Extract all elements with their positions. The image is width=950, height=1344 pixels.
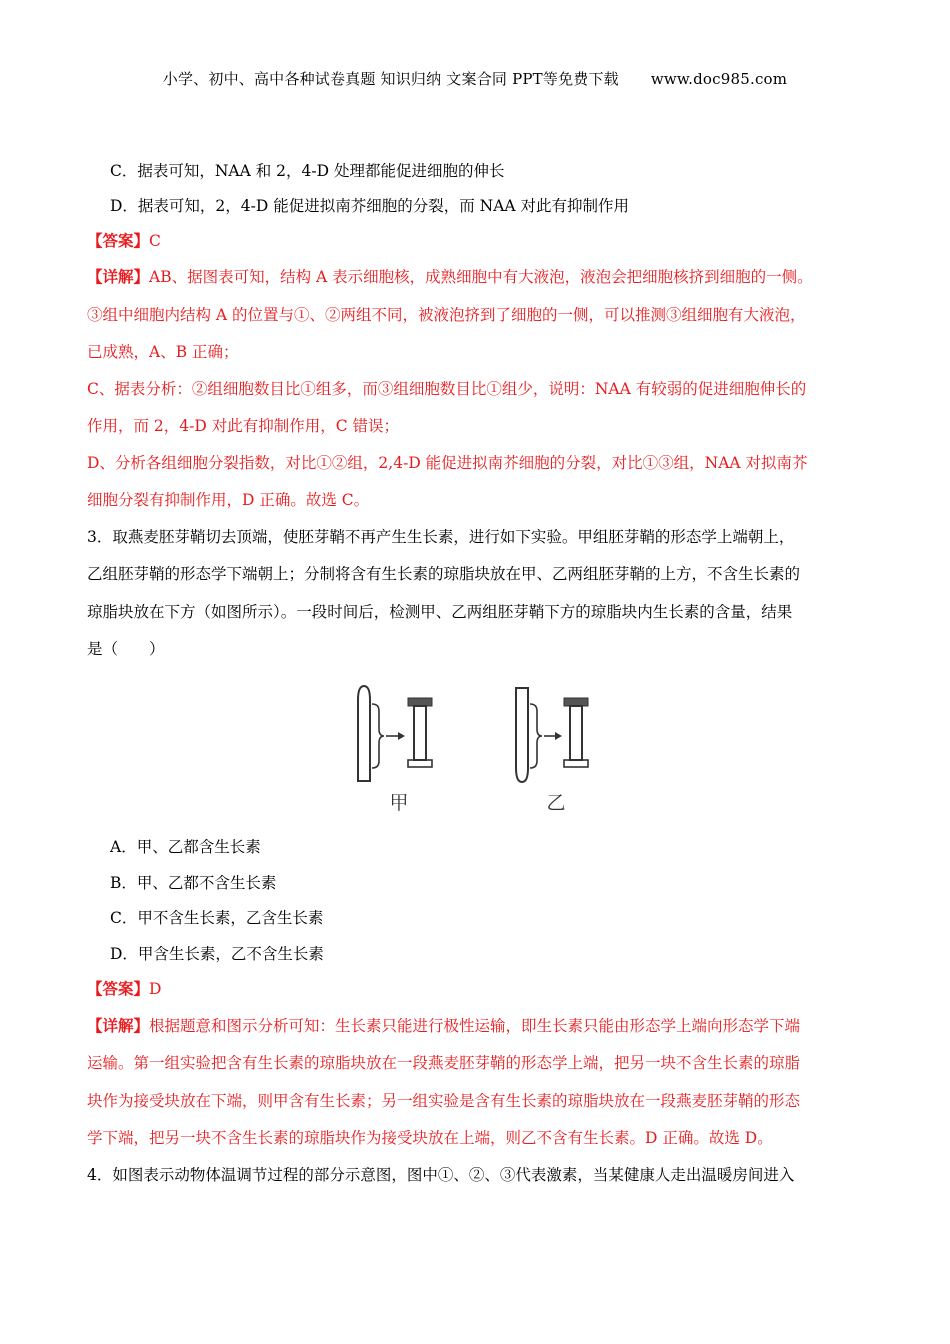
q2-detail-line-7: 细胞分裂有抑制作用，D 正确。故选 C。 — [87, 491, 370, 509]
coleoptile-a — [358, 686, 370, 781]
q3-detail-line-2: 运输。第一组实验把含有生长素的琼脂块放在一段燕麦胚芽鞘的形态学上端，把另一块不含生长素的琼脂 — [87, 1054, 801, 1072]
q2-option-c: C．据表可知，NAA 和 2，4-D 处理都能促进细胞的伸长 — [110, 162, 505, 180]
q3-stem-line-3: 琼脂块放在下方（如图所示）。一段时间后，检测甲、乙两组胚芽鞘下方的琼脂块内生长素的含量，结果 — [87, 603, 793, 621]
q2-detail-line-4: C、据表分析：②组细胞数目比①组多，而③组细胞数目比①组少，说明：NAA 有较弱的促进细胞伸长的 — [87, 380, 807, 398]
q2-detail-line-3: 已成熟，A、B 正确； — [87, 343, 239, 361]
agar-block-donor-b — [564, 698, 588, 706]
q3-option-a: A．甲、乙都含生长素 — [110, 838, 261, 856]
answer-value: C — [149, 232, 161, 250]
arrow-head-b — [555, 732, 562, 740]
coleoptile-figure — [340, 678, 610, 818]
detail-text: 根据题意和图示分析可知：生长素只能进行极性运输，即生长素只能由形态学上端向形态学下端 — [149, 1017, 801, 1035]
agar-block-donor-a — [408, 698, 432, 706]
agar-block-receiver-a — [408, 760, 432, 767]
answer-tag: 【答案】 — [87, 979, 150, 998]
answer-tag: 【答案】 — [87, 231, 150, 250]
q2-answer — [87, 229, 867, 251]
q3-detail-line-3: 块作为接受块放在下端，则甲含有生长素；另一组实验是含有生长素的琼脂块放在一段燕麦胚芽鞘的形态 — [87, 1092, 801, 1110]
q3-option-c: C．甲不含生长素，乙含生长素 — [110, 909, 324, 927]
segment-b — [570, 706, 582, 760]
q2-detail-line-2: ③组中细胞内结构 A 的位置与①、②两组不同，被液泡挤到了细胞的一侧，可以推测③组细胞有大液泡， — [87, 306, 806, 324]
detail-tag: 【详解】 — [87, 1016, 150, 1035]
agar-block-receiver-b — [564, 760, 588, 767]
q3-detail-line-4: 学下端，把另一块不含生长素的琼脂块作为接受块放在上端，则乙不含有生长素。D 正确。故选 D。 — [87, 1129, 773, 1147]
q3-detail-line-1 — [87, 1014, 867, 1036]
q3-answer — [87, 977, 867, 999]
label-b: 乙 — [546, 792, 566, 814]
coleoptile-b — [516, 688, 528, 782]
answer-value: D — [149, 980, 162, 998]
detail-tag: 【详解】 — [87, 267, 150, 286]
q3-stem-line-4: 是（ ） — [87, 640, 165, 658]
q3-option-d: D．甲含生长素，乙不含生长素 — [110, 945, 324, 963]
q4-stem: 4．如图表示动物体温调节过程的部分示意图，图中①、②、③代表激素，当某健康人走出温暖房间进入 — [87, 1166, 795, 1184]
segment-a — [414, 706, 426, 760]
q3-stem-line-2: 乙组胚芽鞘的形态学下端朝上；分制将含有生长素的琼脂块放在甲、乙两组胚芽鞘的上方，不含生长素的 — [87, 565, 801, 583]
brace-a — [372, 704, 384, 768]
q2-detail-line-1 — [87, 265, 867, 287]
page-header — [0, 68, 950, 89]
brace-b — [530, 704, 542, 768]
q3-stem-line-1: 3．取燕麦胚芽鞘切去顶端，使胚芽鞘不再产生生长素，进行如下实验。甲组胚芽鞘的形态学上端朝上， — [87, 528, 795, 546]
q2-detail-line-5: 作用，而 2，4-D 对此有抑制作用，C 错误； — [87, 417, 400, 435]
q3-option-b: B．甲、乙都不含生长素 — [110, 874, 277, 892]
coleoptile-diagram — [340, 678, 610, 818]
header-url: www.doc985.com — [650, 70, 788, 88]
label-a: 甲 — [389, 792, 409, 814]
detail-text: AB、据图表可知，结构 A 表示细胞核，成熟细胞中有大液泡，液泡会把细胞核挤到细胞的一侧。 — [149, 268, 813, 286]
arrow-head-a — [398, 732, 405, 740]
q2-option-d: D．据表可知，2，4-D 能促进拟南芥细胞的分裂，而 NAA 对此有抑制作用 — [110, 197, 630, 215]
header-text: 小学、初中、高中各种试卷真题 知识归纳 文案合同 PPT等免费下载 — [162, 70, 619, 88]
q2-detail-line-6: D、分析各组细胞分裂指数，对比①②组，2,4-D 能促进拟南芥细胞的分裂，对比①③组，NAA 对拟南芥 — [87, 454, 808, 472]
